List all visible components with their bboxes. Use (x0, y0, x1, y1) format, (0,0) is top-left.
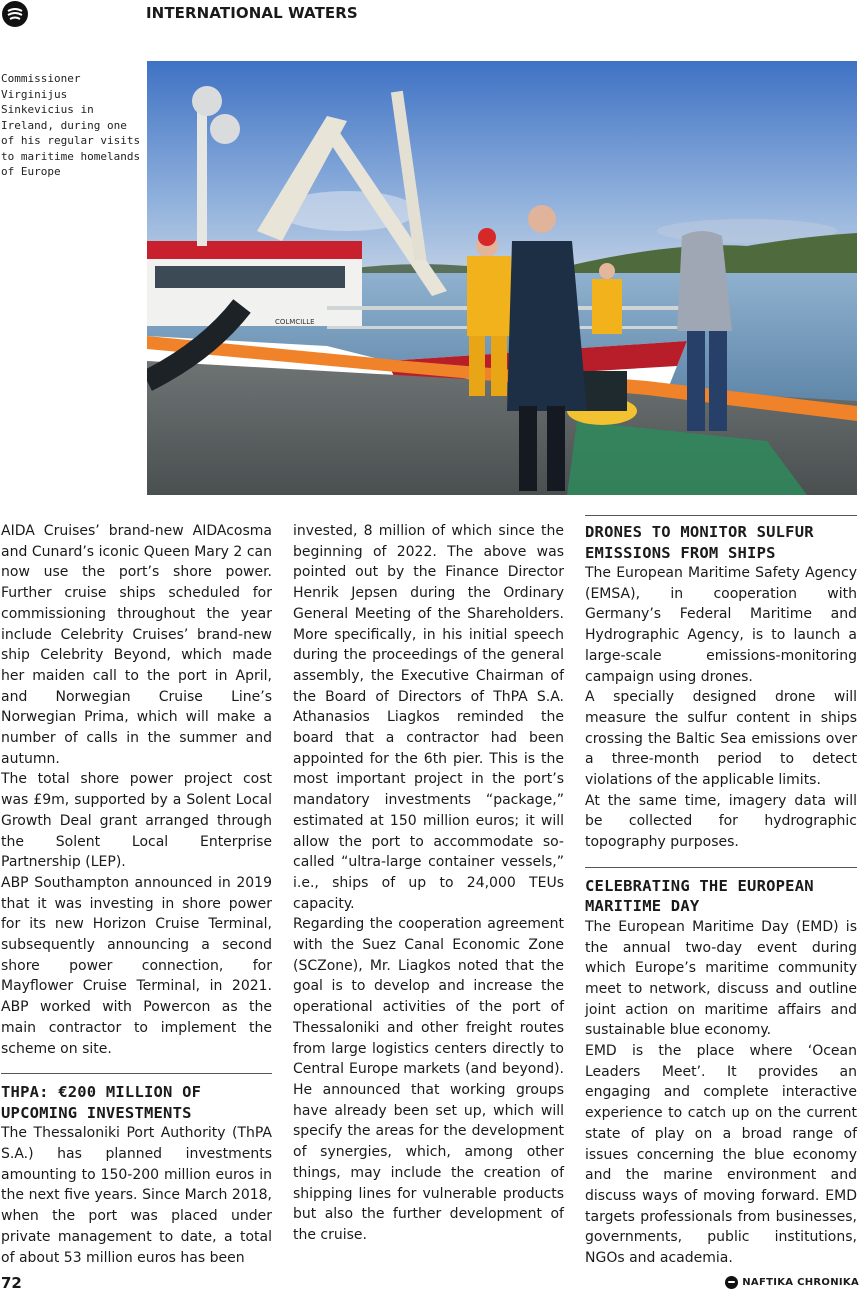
column-1 (1, 521, 272, 1268)
paragraph: invested, 8 million of which since the beginning of 2022. The above was pointed out by the Finance Director Henrik Jepsen during the Ordinary General Meeting of the Shareholders. More specifically, in his initial speech during the proceedings of the general assembly, the Executive Chairman of the Board of Directors of ThPA S.A. Athanasios Liagkos reminded the board that a contractor had been appointed for the 6th pier. This is the most important project in the port’s mandatory investments “package,” estimated at 150 million euros; it will allow the port to accommodate so-called “ultra-large container vessels,” i.e., ships of up to 24,000 TEUs capacity. (293, 523, 564, 912)
photo-caption: Commissioner Virginijus Sinkevicius in Ireland, during one of his regular visits to maritime homelands of Europe (1, 72, 141, 178)
paragraph: The total shore power project cost was £9m, supported by a Solent Local Growth Deal grant arranged through the Solent Local Enterprise Partnership (LEP). (1, 771, 272, 871)
section-divider (585, 867, 857, 868)
heading-maritime-day: CELEBRATING THE EUROPEAN MARITIME DAY (585, 876, 814, 916)
paragraph: Regarding the cooperation agreement with the Suez Canal Economic Zone (SCZone), Mr. Liagkos noted that the goal is to develop and increase the operational activities of the port of Thessaloniki and other freight routes from large logistics centers directly to Central Europe markets (and beyond). He announced that working groups have already been set up, which will specify the areas for the development of synergies, which, among other things, may include the creation of shipping lines for vulnerable products but also the further development of the cruise. (293, 916, 564, 1243)
paragraph: The Thessaloniki Port Authority (ThPA S.A.) has planned investments amounting to 150-200 million euros in the next five years. Since March 2018, when the port was placed under private management to date, a total of about 53 million euros has been (1, 1125, 272, 1266)
paragraph: The European Maritime Day (EMD) is the annual two-day event during which Europe’s maritime community meet to network, discuss and outline joint action on maritime affairs and sustainable blue economy. (585, 918, 857, 1039)
brand-footer (725, 1276, 859, 1289)
heading-drones: DRONES TO MONITOR SULFUR EMISSIONS FROM SHIPS (585, 523, 814, 562)
paragraph: The European Maritime Safety Agency (EMSA), in cooperation with Germany’s Federal Maritime and Hydrographic Agency, is to launch a large-scale emissions-monitoring campaign using drones. (585, 565, 857, 685)
paragraph: A specially designed drone will measure the sulfur content in ships crossing the Baltic Sea emissions over a three-month period to detect violations of the applicable limits. (585, 689, 857, 789)
brand-name: NAFTIKA CHRONIKA (742, 1277, 859, 1288)
vessel-name: COLMCILLE (275, 318, 315, 326)
paragraph: AIDA Cruises’ brand-new AIDAcosma and Cunard’s iconic Queen Mary 2 can now use the port’s shore power. Further cruise ships scheduled for commissioning throughout the year include Celebrity Cruises’ brand-new ship Celebrity Beyond, which made her maiden call to the port in April, and Norwegian Cruise Line’s Norwegian Prima, which will make a number of calls in the summer and autumn. (1, 523, 272, 767)
paragraph: At the same time, imagery data will be collected for hydrographic topography purposes. (585, 792, 857, 851)
brand-logo-icon (725, 1276, 738, 1289)
column-3 (585, 515, 857, 1269)
paragraph: ABP Southampton announced in 2019 that it was investing in shore power for its new Horizon Cruise Terminal, subsequently announcing a second shore power connection, for Mayflower Cruise Terminal, in 2021. ABP worked with Powercon as the main contractor to implement the scheme on site. (1, 874, 272, 1057)
wave-logo-icon (2, 1, 28, 27)
paragraph: EMD is the place where ‘Ocean Leaders Meet’. It provides an engaging and complete interactive experience to catch up on the current state of play on a broad range of issues concerning the blue economy and the marine environment and discuss ways of moving forward. EMD targets professionals from businesses, governments, public institutions, NGOs and academia. (585, 1043, 857, 1267)
harbour-photo (147, 61, 857, 495)
section-divider (1, 1073, 272, 1074)
section-title: INTERNATIONAL WATERS (146, 4, 358, 22)
heading-thpa: THPA: €200 MILLION OF UPCOMING INVESTMENTS (1, 1083, 202, 1122)
section-divider (585, 515, 857, 516)
column-2 (293, 521, 564, 1246)
page-number: 72 (1, 1274, 22, 1292)
